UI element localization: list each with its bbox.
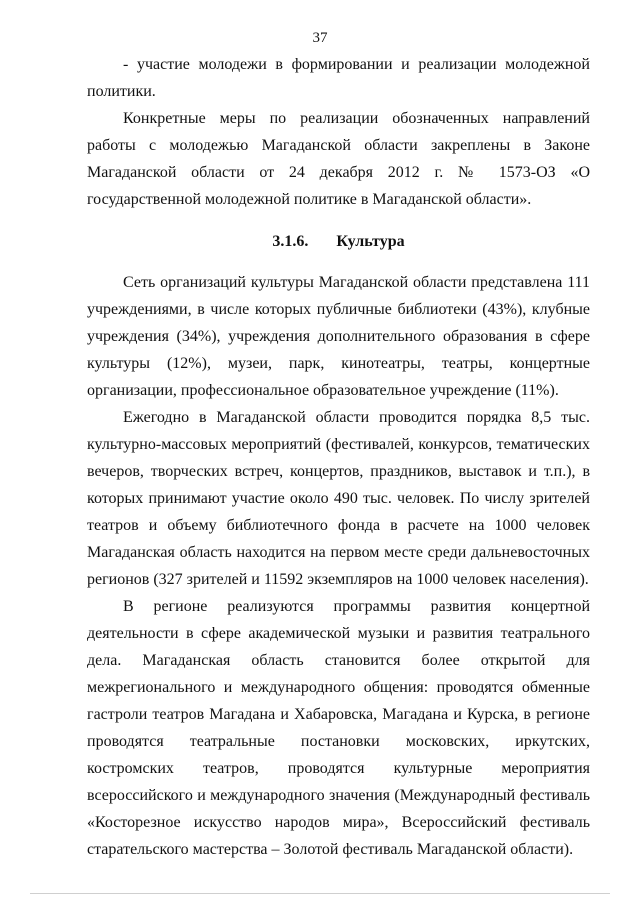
section-heading xyxy=(87,228,590,255)
page-content xyxy=(87,51,590,863)
page-number: 37 xyxy=(312,30,328,46)
section-number: 3.1.6. xyxy=(272,233,309,250)
paragraph-youth-participation: - участие молодежи в формировании и реализации молодежной политики. xyxy=(87,56,590,100)
bottom-divider xyxy=(30,893,610,894)
section-title: Культура xyxy=(336,233,405,250)
paragraph-youth-law: Конкретные меры по реализации обозначенных направлений работы с молодежью Магаданской области закреплены в Законе Магаданской области от 24 декабря 2012 г. № 1573-ОЗ «О государственной молодежной политике в Магаданской области». xyxy=(87,110,590,208)
paragraph-culture-events: Ежегодно в Магаданской области проводится порядка 8,5 тыс. культурно-массовых мероприятий (фестивалей, конкурсов, тематических вечеров, творческих встреч, концертов, праздников, выставок и т.п.), в которых принимают участие около 490 тыс. человек. По числу зрителей театров и объему библиотечного фонда в расчете на 1000 человек Магаданская область находится на первом месте среди дальневосточных регионов (327 зрителей и 11592 экземпляров на 1000 человек населения). xyxy=(87,409,590,588)
paragraph-culture-programs: В регионе реализуются программы развития концертной деятельности в сфере академической музыки и развития театрального дела. Магаданская область становится более открытой для межрегионального и международного общения: проводятся обменные гастроли театров Магадана и Хабаровска, Магадана и Курска, в регионе проводятся театральные постановки московских, иркутских, костромских театров, проводятся культурные мероприятия всероссийского и международного значения (Международный фестиваль «Косторезное искусство народов мира», Всероссийский фестиваль старательского мастерства – Золотой фестиваль Магаданской области). xyxy=(87,598,590,858)
paragraph-culture-network: Сеть организаций культуры Магаданской области представлена 111 учреждениями, в числе которых публичные библиотеки (43%), клубные учреждения (34%), учреждения дополнительного образования в сфере культуры (12%), музеи, парк, кинотеатры, театры, концертные организации, профессиональное образовательное учреждение (11%). xyxy=(87,274,590,399)
